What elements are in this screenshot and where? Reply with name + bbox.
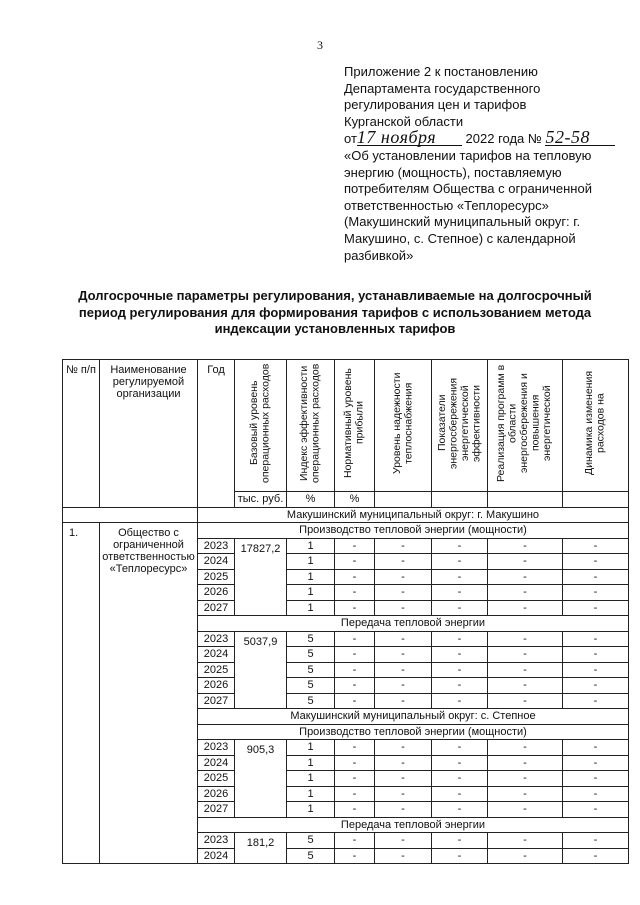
year-cell: 2025 (198, 771, 235, 787)
year-cell: 2023 (198, 740, 235, 756)
dash-cell: - (488, 755, 563, 771)
unit-index: % (287, 492, 335, 508)
dash-cell: - (375, 833, 432, 849)
year-cell: 2023 (198, 833, 235, 849)
dash-cell: - (375, 585, 432, 601)
section-row (63, 523, 629, 539)
year-cell: 2026 (198, 678, 235, 694)
dash-cell: - (488, 693, 563, 709)
dash-cell: - (375, 693, 432, 709)
index-cell: 5 (287, 848, 335, 864)
year-cell: 2026 (198, 786, 235, 802)
index-cell: 1 (287, 740, 335, 756)
locality-row (63, 507, 629, 523)
dash-cell: - (375, 755, 432, 771)
locality-label: Макушинский муниципальный округ: г. Макушино (198, 507, 629, 523)
dash-cell: - (432, 802, 488, 818)
dash-cell: - (432, 585, 488, 601)
page-number: 3 (317, 38, 323, 52)
date-year: 2022 года № (465, 131, 542, 147)
dash-cell: - (563, 662, 629, 678)
dash-cell: - (563, 833, 629, 849)
header-row (63, 360, 629, 492)
dash-cell: - (375, 631, 432, 647)
dash-cell: - (375, 802, 432, 818)
dash-cell: - (432, 662, 488, 678)
dash-cell: - (432, 647, 488, 663)
document-title: Долгосрочные параметры регулирования, устанавливаемые на долгосрочный период регулирования для формирования тарифов с использованием метода индексации установленных тарифов (78, 288, 592, 336)
base-level-cell: 5037,9 (235, 631, 287, 709)
decree-date-line (344, 127, 634, 148)
dash-cell: - (335, 647, 375, 663)
header-reliability: Уровень надежности теплоснабжения (375, 360, 432, 492)
dash-cell: - (375, 554, 432, 570)
dash-cell: - (488, 554, 563, 570)
dash-cell: - (563, 848, 629, 864)
dash-cell: - (488, 771, 563, 787)
dash-cell: - (432, 848, 488, 864)
header-org: Наименование регулируемой организации (100, 360, 198, 508)
dash-cell: - (335, 786, 375, 802)
section-title: Передача тепловой энергии (198, 616, 629, 632)
dash-cell: - (335, 662, 375, 678)
unit-profit: % (335, 492, 375, 508)
year-cell: 2024 (198, 848, 235, 864)
dash-cell: - (335, 569, 375, 585)
dash-cell: - (335, 755, 375, 771)
dash-cell: - (488, 848, 563, 864)
dash-cell: - (563, 554, 629, 570)
dash-cell: - (335, 771, 375, 787)
dash-cell: - (335, 740, 375, 756)
organization-name: Общество с ограниченной ответственностью «Теплоресурс» (100, 523, 198, 864)
dash-cell: - (335, 678, 375, 694)
dash-cell: - (432, 693, 488, 709)
dash-cell: - (375, 538, 432, 554)
header-programs: Реализация программ в области энергосбережения и повышения энергетической (488, 360, 563, 492)
dash-cell: - (563, 740, 629, 756)
dash-cell: - (563, 678, 629, 694)
dash-cell: - (375, 786, 432, 802)
dash-cell: - (335, 693, 375, 709)
appendix-block (344, 64, 634, 264)
locality-label: Макушинский муниципальный округ: с. Степное (198, 709, 629, 725)
dash-cell: - (335, 538, 375, 554)
header-year: Год (198, 360, 235, 508)
dash-cell: - (375, 600, 432, 616)
index-cell: 5 (287, 693, 335, 709)
header-profit: Нормативный уровень прибыли (335, 360, 375, 492)
dash-cell: - (335, 554, 375, 570)
handwritten-number: 52-58 (545, 130, 615, 146)
dash-cell: - (488, 802, 563, 818)
dash-cell: - (375, 647, 432, 663)
appendix-line: регулирования цен и тарифов (344, 97, 527, 113)
dash-cell: - (432, 740, 488, 756)
year-cell: 2026 (198, 585, 235, 601)
dash-cell: - (432, 771, 488, 787)
index-cell: 1 (287, 554, 335, 570)
dash-cell: - (375, 740, 432, 756)
header-num: № п/п (63, 360, 100, 508)
dash-cell: - (563, 693, 629, 709)
base-level-cell: 181,2 (235, 833, 287, 864)
header-energy: Показатели энергосбережения энергетической эффективности (432, 360, 488, 492)
year-cell: 2025 (198, 662, 235, 678)
year-cell: 2025 (198, 569, 235, 585)
dash-cell: - (335, 802, 375, 818)
dash-cell: - (375, 678, 432, 694)
index-cell: 5 (287, 647, 335, 663)
dash-cell: - (488, 600, 563, 616)
year-cell: 2023 (198, 631, 235, 647)
dash-cell: - (432, 538, 488, 554)
dash-cell: - (563, 647, 629, 663)
index-cell: 5 (287, 833, 335, 849)
index-cell: 1 (287, 755, 335, 771)
index-cell: 1 (287, 538, 335, 554)
section-title: Производство тепловой энергии (мощности) (198, 724, 629, 740)
dash-cell: - (563, 538, 629, 554)
row-number: 1. (63, 523, 100, 864)
dash-cell: - (563, 569, 629, 585)
dash-cell: - (432, 786, 488, 802)
dash-cell: - (335, 631, 375, 647)
index-cell: 1 (287, 585, 335, 601)
header-base: Базовый уровень операционных расходов (235, 360, 287, 492)
year-cell: 2024 (198, 554, 235, 570)
dash-cell: - (432, 569, 488, 585)
year-cell: 2027 (198, 600, 235, 616)
dash-cell: - (488, 740, 563, 756)
index-cell: 1 (287, 771, 335, 787)
dash-cell: - (432, 554, 488, 570)
base-level-cell: 17827,2 (235, 538, 287, 616)
index-cell: 5 (287, 678, 335, 694)
dash-cell: - (335, 600, 375, 616)
dash-cell: - (488, 833, 563, 849)
dash-cell: - (563, 631, 629, 647)
index-cell: 1 (287, 786, 335, 802)
dash-cell: - (488, 569, 563, 585)
index-cell: 1 (287, 802, 335, 818)
dash-cell: - (335, 833, 375, 849)
dash-cell: - (488, 538, 563, 554)
dash-cell: - (563, 786, 629, 802)
dash-cell: - (432, 755, 488, 771)
dash-cell: - (432, 678, 488, 694)
dash-cell: - (563, 771, 629, 787)
decree-subject: «Об установлении тарифов на тепловую энергию (мощность), поставляемую потребителям Общества с ограниченной ответственностью «Теплоресурс» (Макушинский муниципальный округ: г. Макушино, с. Степное) с календарной разбивкой» (344, 147, 592, 263)
dash-cell: - (432, 600, 488, 616)
dash-cell: - (375, 771, 432, 787)
index-cell: 1 (287, 569, 335, 585)
dash-cell: - (375, 662, 432, 678)
handwritten-date: 17 ноября (357, 130, 462, 146)
year-cell: 2024 (198, 647, 235, 663)
index-cell: 5 (287, 662, 335, 678)
date-prefix: от (344, 131, 357, 147)
header-index: Индекс эффективности операционных расходов (287, 360, 335, 492)
dash-cell: - (563, 585, 629, 601)
section-title: Передача тепловой энергии (198, 817, 629, 833)
dash-cell: - (432, 631, 488, 647)
year-cell: 2024 (198, 755, 235, 771)
dash-cell: - (488, 786, 563, 802)
dash-cell: - (488, 647, 563, 663)
year-cell: 2027 (198, 693, 235, 709)
appendix-line: Приложение 2 к постановлению (344, 64, 538, 79)
section-title: Производство тепловой энергии (мощности) (198, 523, 629, 539)
dash-cell: - (563, 755, 629, 771)
parameters-table (62, 359, 629, 864)
year-cell: 2027 (198, 802, 235, 818)
appendix-line: Курганской области (344, 113, 464, 129)
appendix-line: Департамента государственного (344, 80, 541, 96)
dash-cell: - (488, 585, 563, 601)
header-dynamics: Динамика изменения расходов на (563, 360, 629, 492)
index-cell: 5 (287, 631, 335, 647)
dash-cell: - (563, 802, 629, 818)
dash-cell: - (375, 569, 432, 585)
base-level-cell: 905,3 (235, 740, 287, 818)
dash-cell: - (432, 833, 488, 849)
dash-cell: - (563, 600, 629, 616)
dash-cell: - (488, 678, 563, 694)
dash-cell: - (335, 585, 375, 601)
dash-cell: - (335, 848, 375, 864)
index-cell: 1 (287, 600, 335, 616)
dash-cell: - (488, 662, 563, 678)
unit-base: тыс. руб. (235, 492, 287, 508)
dash-cell: - (375, 848, 432, 864)
dash-cell: - (488, 631, 563, 647)
year-cell: 2023 (198, 538, 235, 554)
